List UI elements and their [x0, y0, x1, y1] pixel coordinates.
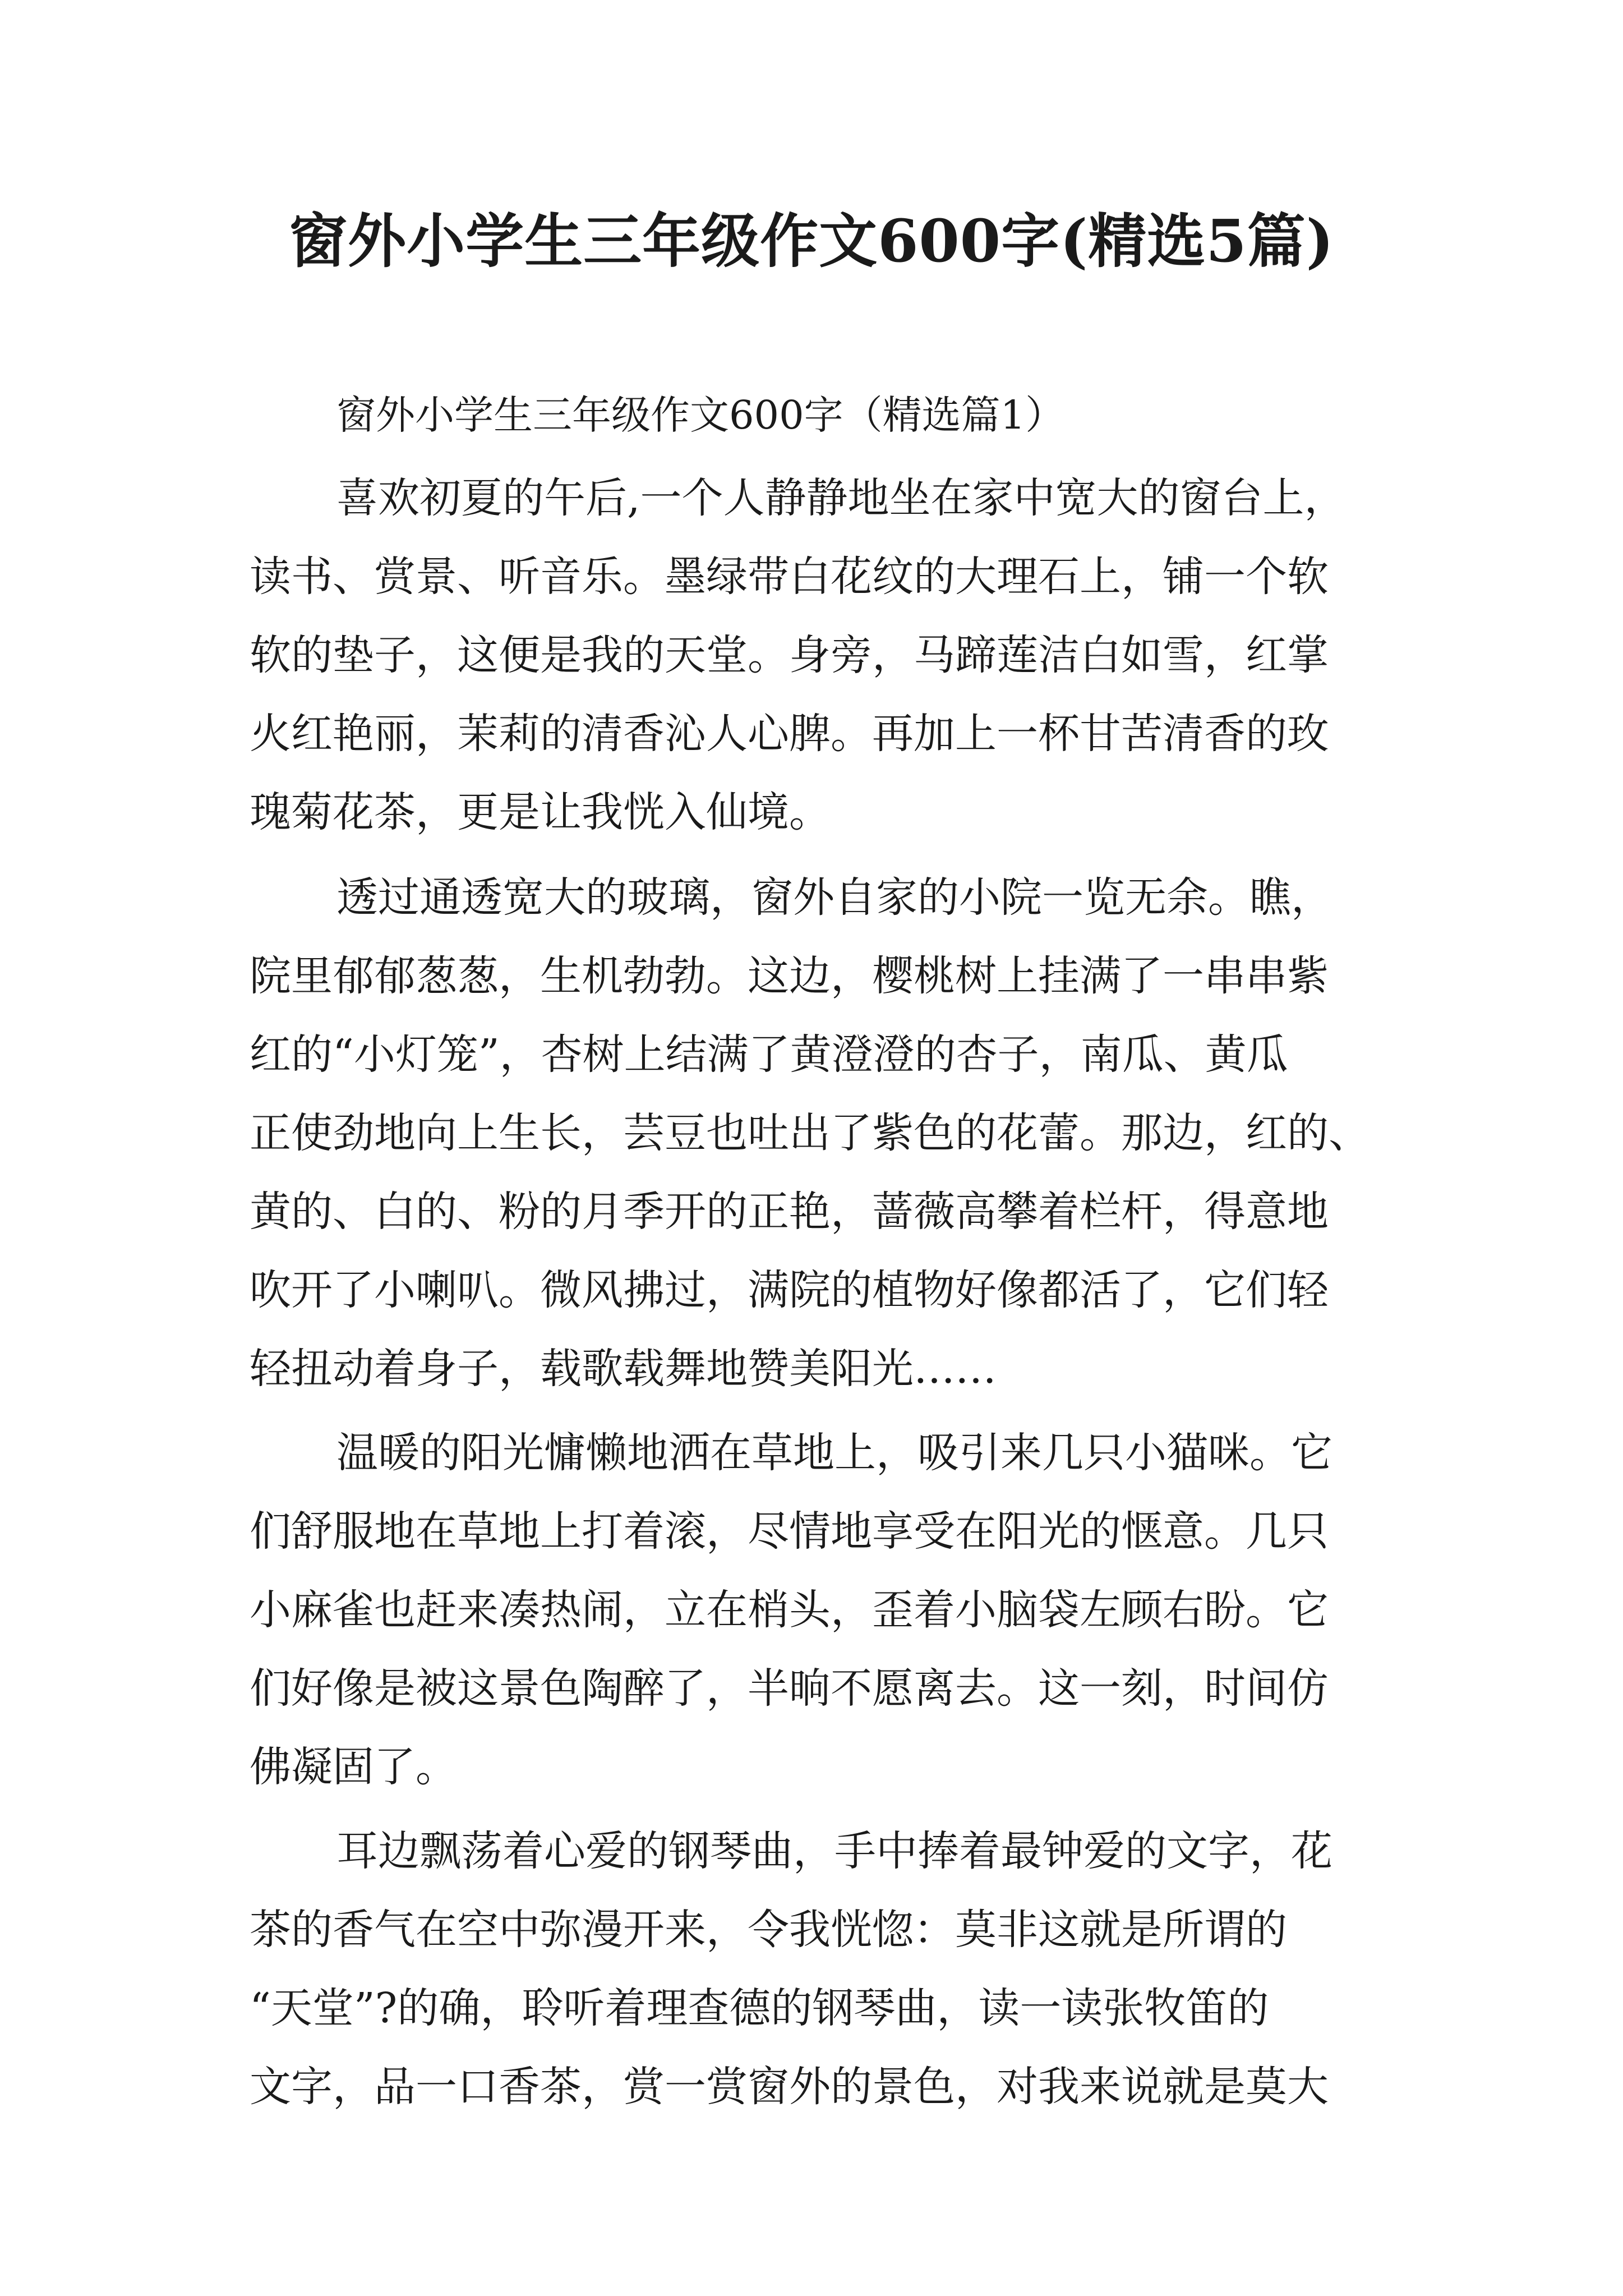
section-heading: 窗外小学生三年级作文600字（精选篇1） [336, 392, 1065, 438]
paragraph-line: 们舒服地在草地上打着滚，尽情地享受在阳光的惬意。几只 [250, 1507, 1329, 1556]
paragraph-line: 院里郁郁葱葱，生机勃勃。这边，樱桃树上挂满了一串串紫 [250, 952, 1329, 1000]
paragraph-line: 火红艳丽，茉莉的清香沁人心脾。再加上一杯甘苦清香的玫 [250, 710, 1329, 758]
paragraph-line: 们好像是被这景色陶醉了，半晌不愿离去。这一刻，时间仿 [250, 1664, 1329, 1713]
paragraph-line: 红的“小灯笼”，杏树上结满了黄澄澄的杏子，南瓜、黄瓜 [250, 1030, 1288, 1079]
paragraph-line: 小麻雀也赶来凑热闹，立在梢头，歪着小脑袋左顾右盼。它 [250, 1586, 1329, 1634]
paragraph-line: 文字，品一口香茶，赏一赏窗外的景色，对我来说就是莫大 [250, 2063, 1329, 2111]
paragraph-line: 透过通透宽大的玻璃，窗外自家的小院一览无余。瞧， [336, 873, 1332, 922]
paragraph-line: 吹开了小喇叭。微风拂过，满院的植物好像都活了，它们轻 [250, 1266, 1329, 1314]
document-title: 窗外小学生三年级作文600字(精选5篇) [289, 206, 1334, 275]
paragraph-line: 瑰菊花茶，更是让我恍入仙境。 [250, 788, 831, 836]
paragraph-line: “天堂”?的确，聆听着理查德的钢琴曲，读一读张牧笛的 [250, 1984, 1269, 2032]
paragraph-line: 轻扭动着身子，载歌载舞地赞美阳光…… [250, 1345, 997, 1393]
paragraph-line: 黄的、白的、粉的月季开的正艳，蔷薇高攀着栏杆，得意地 [250, 1188, 1329, 1236]
paragraph-line: 温暖的阳光慵懒地洒在草地上，吸引来几只小猫咪。它 [336, 1429, 1332, 1477]
paragraph-line: 喜欢初夏的午后,一个人静静地坐在家中宽大的窗台上， [336, 474, 1346, 522]
paragraph-line: 佛凝固了。 [250, 1743, 457, 1791]
paragraph-line: 耳边飘荡着心爱的钢琴曲，手中捧着最钟爱的文字，花 [336, 1827, 1332, 1875]
paragraph-line: 正使劲地向上生长，芸豆也吐出了紫色的花蕾。那边，红的、 [250, 1109, 1370, 1157]
paragraph-line: 茶的香气在空中弥漫开来，令我恍惚：莫非这就是所谓的 [250, 1906, 1287, 1954]
paragraph-line: 软的垫子，这便是我的天堂。身旁，马蹄莲洁白如雪，红掌 [250, 631, 1329, 679]
paragraph-line: 读书、赏景、听音乐。墨绿带白花纹的大理石上，铺一个软 [250, 553, 1329, 601]
